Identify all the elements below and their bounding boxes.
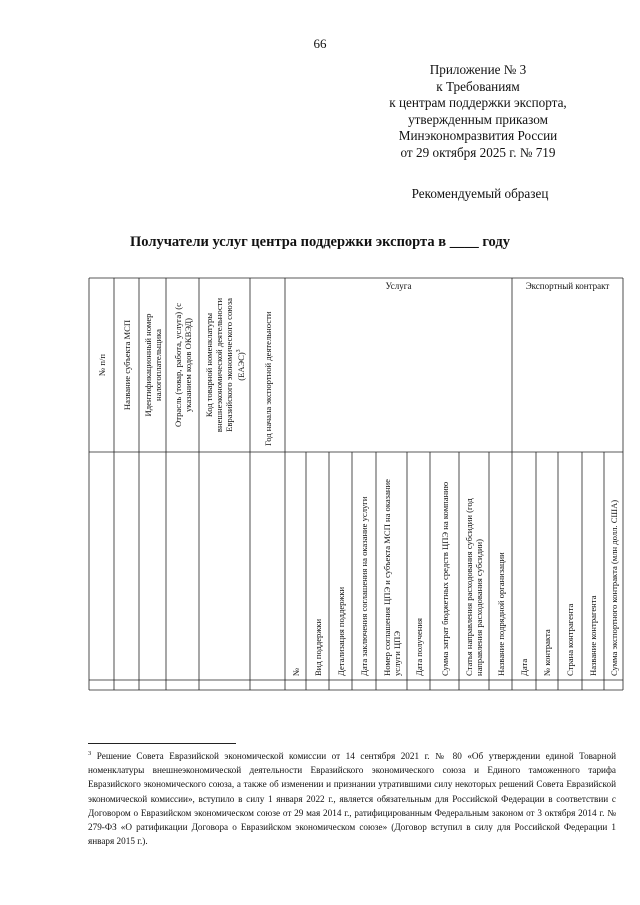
service-column-header: Статья направления расходования субсидии (год направления расходования субсидии)	[464, 498, 484, 676]
main-column-header: Отрасль (товар, работа, услуга) (с указанием кодов ОКВЭД)	[172, 303, 193, 427]
main-column-header: Название субъекта МСП	[121, 319, 132, 411]
contract-column-header: Дата	[519, 658, 529, 676]
contract-column-header: Страна контрагента	[565, 603, 575, 676]
service-column-header: №	[290, 667, 301, 676]
appendix-line: к Требованиям	[436, 78, 520, 94]
footnote	[88, 747, 616, 848]
contract-column-header: Название контрагента	[588, 595, 598, 676]
service-column-header: Вид поддержки	[312, 618, 323, 676]
sample-label: Рекомендуемый образец	[411, 186, 549, 201]
footnote-text: Решение Совета Евразийской экономической комиссии от 14 сентября 2021 г. № 80 «Об утверждении единой Товарной номенклатуры внешнеэкономической деятельности Евразийского экономического союза и Единого таможенного тарифа Евразийского экономического союза, а также об изменении и признании утратившими силу некоторых решений Совета Евразийской экономической комиссии», вступило в силу 1 января 2022 г., является обязательным для Российской Федерации в соответствии с Договором о Евразийском экономическом союзе от 29 мая 2014 г., ратифицированным Федеральным законом от 3 октября 2014 г. № 279-ФЗ «О ратификации Договора о Евразийском экономическом союзе» (Договор вступил в силу для Российской Федерации 1 января 2015 г.).	[88, 751, 616, 847]
service-column-header: Детализация поддержки	[335, 586, 346, 676]
service-column-header: Дата заключения соглашения на оказание услуги	[359, 496, 369, 676]
service-column-header: Номер соглашения ЦПЭ и субъекта МСП на оказание услуги ЦПЭ	[381, 479, 402, 676]
main-column-header: № п/п	[96, 354, 107, 376]
service-column-header: Сумма затрат бюджетных средств ЦПЭ на компанию	[439, 481, 450, 676]
main-column-header: Код товарной номенклатуры внешнеэкономической деятельности Евразийского экономического союза (ЕАЭС)$^3$	[203, 297, 246, 433]
group-header-contract: Экспортный контракт	[525, 281, 610, 291]
contract-column-header: № контракта	[542, 629, 552, 676]
appendix-line: к центрам поддержки экспорта,	[389, 95, 567, 111]
appendix-line: Приложение № 3	[429, 62, 527, 77]
main-column-header: Год начала экспортной деятельности	[262, 311, 273, 446]
main-column-header: Идентификационный номер налогоплательщика	[142, 313, 163, 417]
table-title: Получатели услуг центра поддержки экспорта в ____ году	[130, 234, 510, 250]
appendix-line: от 29 октября 2025 г. № 719	[400, 144, 556, 160]
contract-column-header: Сумма экспортного контракта (млн долл. США)	[608, 499, 619, 676]
service-column-header: Название подрядной организации	[495, 552, 506, 676]
page-number: 66	[313, 36, 327, 51]
appendix-line: утвержденным приказом	[408, 111, 548, 127]
footnote-marker: 3	[88, 750, 92, 757]
footnote-divider	[88, 743, 236, 744]
service-column-header: Дата получения	[413, 618, 424, 676]
appendix-line: Минэкономразвития России	[398, 128, 558, 144]
group-header-service: Услуга	[385, 281, 412, 291]
